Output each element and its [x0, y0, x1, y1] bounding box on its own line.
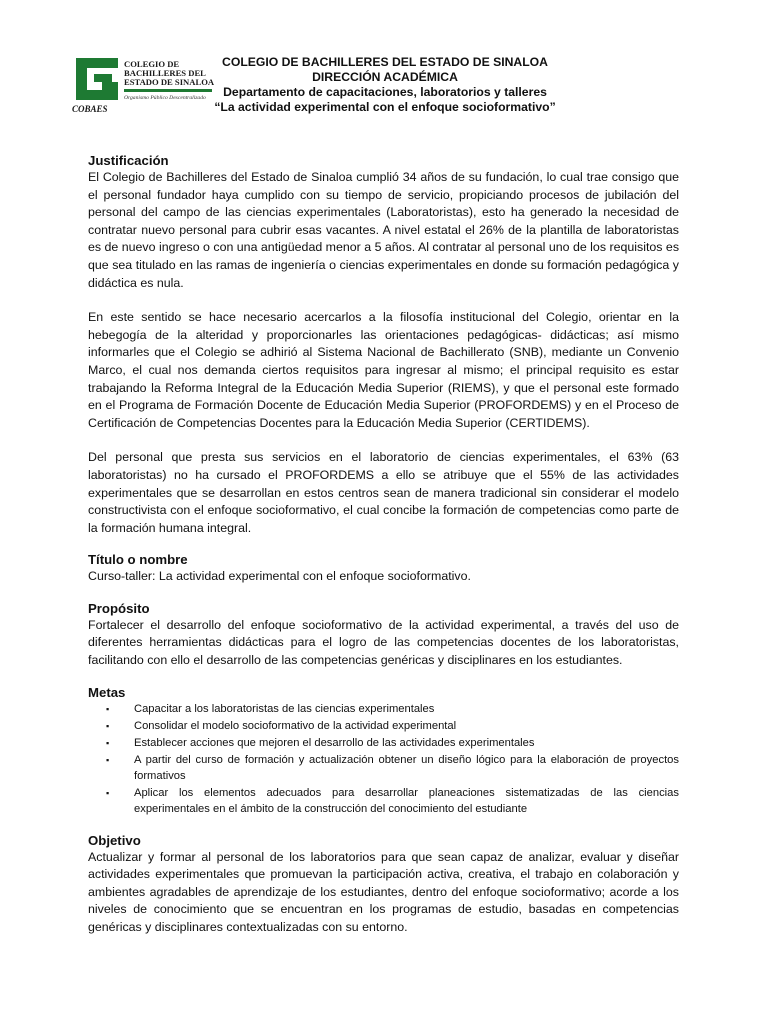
logo-subtitle: Organismo Público Descentralizado [124, 95, 206, 101]
list-item: ▪ Aplicar los elementos adecuados para desarrollar planeaciones sistematizadas de las ciencias experimentales en el ámbito de la construcción del conocimiento del estudiante [106, 786, 679, 815]
bullet-icon: ▪ [106, 703, 110, 714]
logo-acronym: COBAES [72, 104, 108, 114]
proposito-text: Fortalecer el desarrollo del enfoque socioformativo de la actividad experimental, a través del uso de diferentes herramientas didácticas para el logro de las competencias docentes de los laboratoristas, facilitando con ello el desarrollo de las competencias genéricas y disciplinares en los estudiantes. [88, 617, 679, 668]
list-item: ▪ Consolidar el modelo socioformativo de la actividad experimental [106, 719, 457, 732]
document-header [208, 55, 562, 115]
logo-divider [124, 89, 212, 92]
list-item: ▪ A partir del curso de formación y actualización obtener un diseño lógico para la elaboración de proyectos formativos [106, 753, 679, 782]
metas-heading: Metas [88, 684, 126, 700]
document-body [88, 152, 679, 937]
header-course-title: “La actividad experimental con el enfoque socioformativo” [214, 100, 556, 114]
header-direction: DIRECCIÓN ACADÉMICA [312, 70, 458, 84]
cobaes-emblem-icon [72, 54, 122, 104]
logo-line-1: COLEGIO DE [124, 59, 180, 69]
titulo-heading: Título o nombre [88, 552, 188, 568]
justificacion-paragraph-3: Del personal que presta sus servicios en el laboratorio de ciencias experimentales, el 63% (63 laboratoristas) no ha cursado el PROFORDEMS a ello se atribuye que el 55% de las actividades experimentales que se desarrollan en estos centros sean de manera tradicional sin considerar el modelo constructivista con el enfoque socioformativo, el cual concibe la formación de competencias como parte de la formación humana integral. [88, 450, 679, 535]
proposito-heading: Propósito [88, 600, 150, 616]
metas-list [88, 701, 679, 817]
header-department: Departamento de capacitaciones, laboratorios y talleres [223, 85, 547, 99]
bullet-icon: ▪ [106, 787, 110, 798]
header-institution: COLEGIO DE BACHILLERES DEL ESTADO DE SINALOA [222, 55, 548, 69]
bullet-icon: ▪ [106, 720, 110, 731]
objetivo-heading: Objetivo [88, 832, 141, 848]
bullet-icon: ▪ [106, 754, 110, 765]
logo-line-2: BACHILLERES DEL [124, 68, 206, 78]
logo-line-3: ESTADO DE SINALOA [124, 77, 215, 87]
cobaes-logo [72, 54, 218, 118]
justificacion-paragraph-2: En este sentido se hace necesario acercarlos a la filosofía institucional del Colegio, orientar en la hebegogía de la alteridad y proporcionarles las orientaciones pedagógicas- didácticas; así mismo informarles que el Colegio se adhirió al Sistema Nacional de Bachillerato (SNB), mediante un Convenio Marco, el cual nos demanda ciertos requisitos para ingresar al mismo; el principal requisito es estar trabajando la Reforma Integral de la Educación Media Superior (RIEMS), y que el personal este formado en el Programa de Formación Docente de Educación Media Superior (PROFORDEMS) y en el Proceso de Certificación de Competencias Docentes para la Educación Media Superior (CERTIDEMS). [88, 310, 679, 430]
list-item: ▪ Establecer acciones que mejoren el desarrollo de las actividades experimentales [106, 736, 535, 749]
objetivo-text: Actualizar y formar al personal de los laboratorios para que sean capaz de analizar, evaluar y diseñar actividades experimentales que promuevan la participación activa, creativa, el trabajo en colaboración y ambientes agradables de aprendizaje de los estudiantes, dentro del enfoque socioformativo; acorde a los niveles de conocimiento que se encuentran en los programas de estudio, basadas en competencias genéricas y disciplinares contextualizadas con su entorno. [88, 849, 679, 935]
justificacion-paragraph-1: El Colegio de Bachilleres del Estado de Sinaloa cumplió 34 años de su fundación, lo cual trae consigo que el personal fundador haya cumplido con su tiempo de servicio, propiciando procesos de jubilación del personal del campo de las ciencias experimentales (Laboratoristas), esto ha generado la necesidad de contratar nuevo personal para cubrir esas vacantes. A nivel estatal el 26% de la plantilla de laboratoristas es de nuevo ingreso o con una antigüedad menor a 5 años. Al contratar al personal uno de los requisitos es que sea titulado en las ramas de ingeniería o ciencias experimentales en donde su formación pedagógica y didáctica es nula. [88, 170, 680, 290]
bullet-icon: ▪ [106, 737, 110, 748]
titulo-text: Curso-taller: La actividad experimental con el enfoque socioformativo. [88, 569, 471, 584]
justificacion-heading: Justificación [88, 153, 169, 168]
list-item: ▪ Capacitar a los laboratoristas de las ciencias experimentales [106, 702, 435, 715]
